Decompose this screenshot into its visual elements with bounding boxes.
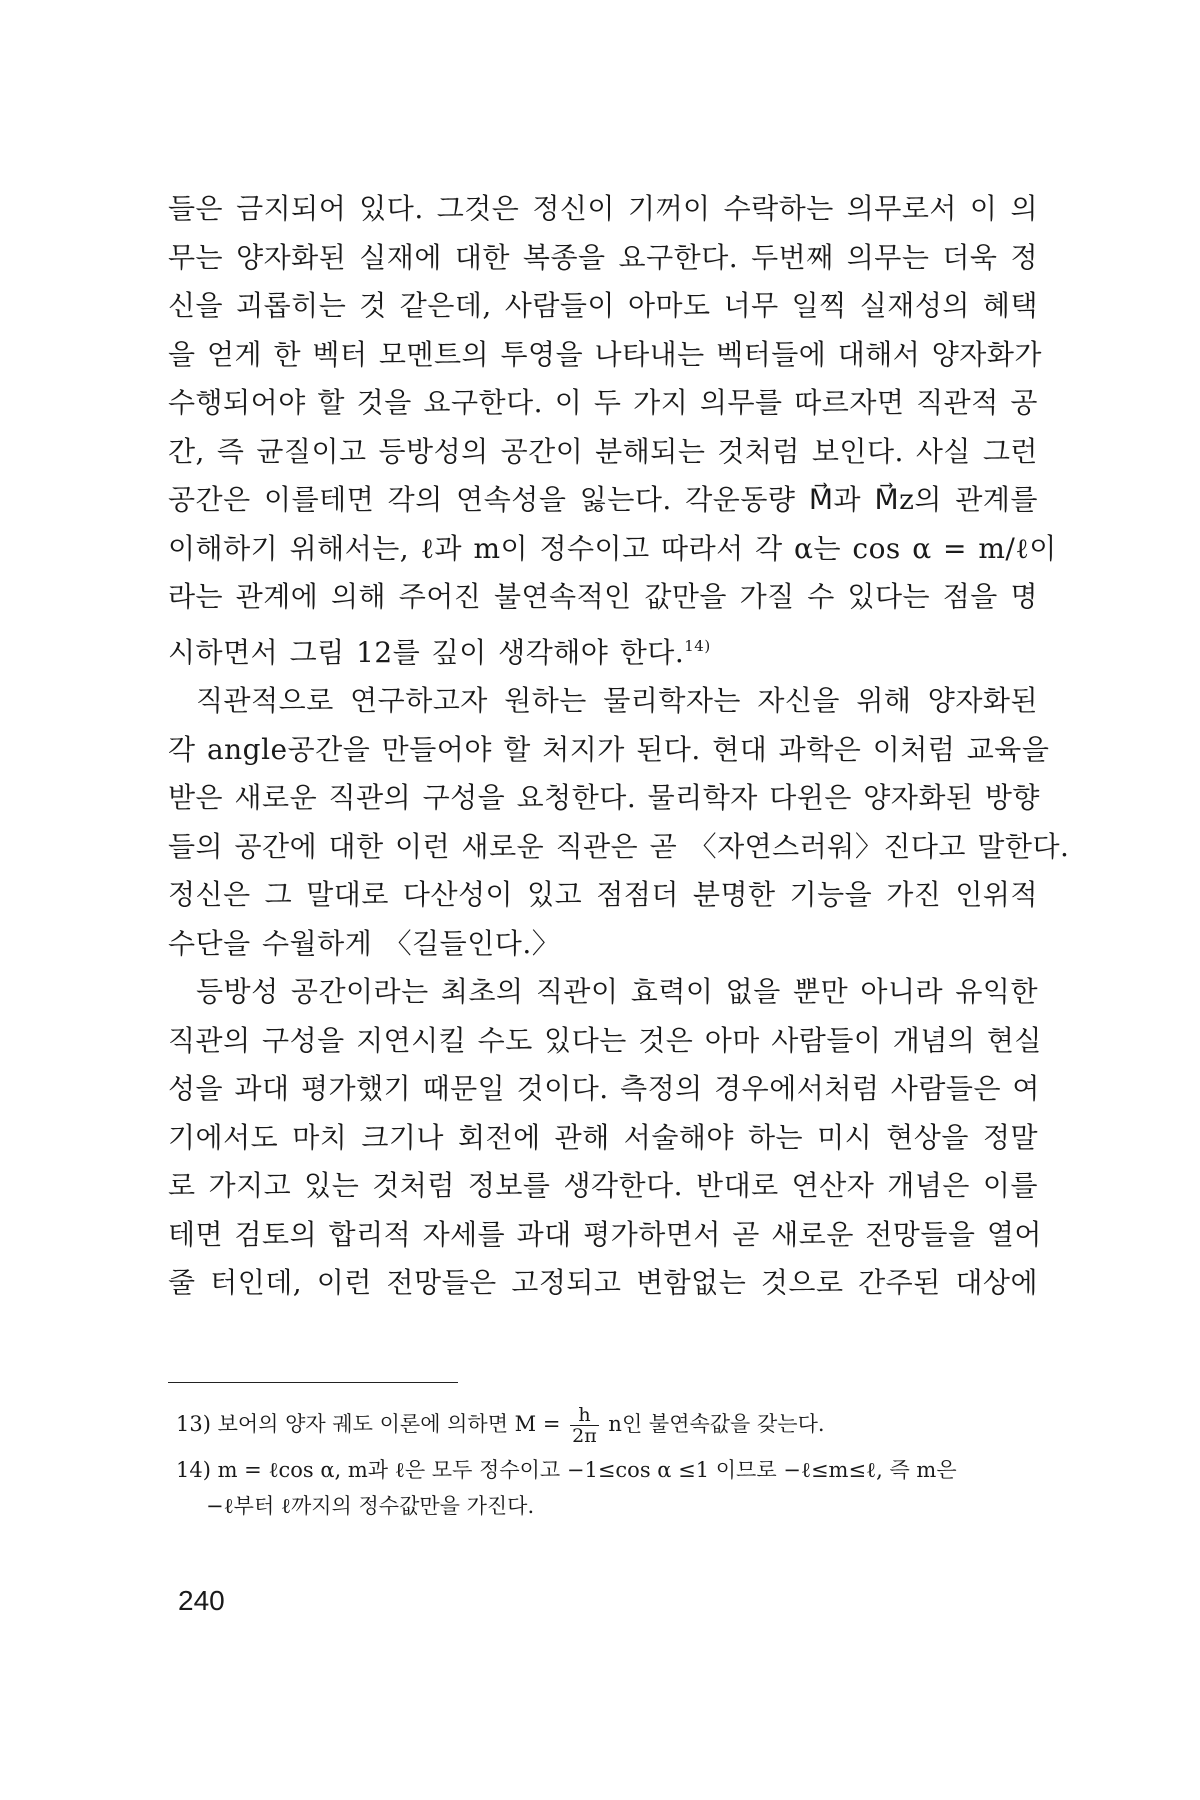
text-line: 로 가지고 있는 것처럼 정보를 생각한다. 반대로 연산자 개념은 이를 bbox=[168, 1169, 1038, 1202]
text-line: 공간은 이를테면 각의 연속성을 잃는다. 각운동량 M⃗과 M⃗z의 관계를 bbox=[168, 483, 1038, 516]
text-line: 등방성 공간이라는 최초의 직관이 효력이 없을 뿐만 아니라 유익한 bbox=[196, 975, 1038, 1008]
body-text bbox=[168, 185, 1070, 1308]
text-line: 직관의 구성을 지연시킬 수도 있다는 것은 아마 사람들이 개념의 현실 bbox=[168, 1023, 1042, 1057]
text-line: 수행되어야 할 것을 요구한다. 이 두 가지 의무를 따르자면 직관적 공 bbox=[168, 386, 1038, 419]
text-line-last bbox=[168, 622, 1038, 678]
text-line: 정신은 그 말대로 다산성이 있고 점점더 분명한 기능을 가진 인위적 bbox=[168, 878, 1038, 911]
text-line: 직관적으로 연구하고자 원하는 물리학자는 자신을 위해 양자화된 bbox=[196, 684, 1038, 717]
text-line: 각 angle공간을 만들어야 할 처지가 된다. 현대 과학은 이처럼 교육을 bbox=[168, 732, 1050, 766]
text-line: 기에서도 마치 크기나 회전에 관해 서술해야 하는 미시 현상을 정말 bbox=[168, 1120, 1038, 1154]
footnote-ref-14[interactable]: 14) bbox=[684, 636, 711, 655]
fraction-denominator: 2π bbox=[572, 1425, 597, 1447]
text-line: 줄 터인데, 이런 전망들은 고정되고 변함없는 것으로 간주된 대상에 bbox=[168, 1266, 1038, 1299]
fraction-numerator: h bbox=[570, 1405, 599, 1426]
text-line: 테면 검토의 합리적 자세를 과대 평가하면서 곧 새로운 전망들을 열어 bbox=[168, 1217, 1042, 1251]
text-line: 라는 관계에 의해 주어진 불연속적인 값만을 가질 수 있다는 점을 명 bbox=[168, 580, 1038, 613]
text-line: 이해하기 위해서는, ℓ과 m이 정수이고 따라서 각 α는 cos α = m/ℓ이 bbox=[168, 531, 1057, 565]
text-line: 받은 새로운 직관의 구성을 요청한다. 물리학자 다윈은 양자화된 방향 bbox=[168, 781, 1040, 814]
text-line: 들의 공간에 대한 이런 새로운 직관은 곧 〈자연스러워〉진다고 말한다. bbox=[168, 829, 1070, 863]
footnote-13-text-before: 13) 보어의 양자 궤도 이론에 의하면 M = bbox=[176, 1412, 561, 1436]
text-line: 간, 즉 균질이고 등방성의 공간이 분해되는 것처럼 보인다. 사실 그런 bbox=[168, 434, 1038, 468]
paragraph-1 bbox=[168, 185, 1057, 677]
footnote-14-line-1: 14) m = ℓcos α, m과 ℓ은 모두 정수이고 −1≤cos α ≤1 이므로 −ℓ≤m≤ℓ, 즉 m은 bbox=[176, 1458, 957, 1482]
text-line: 수단을 수월하게 〈길들인다.〉 bbox=[168, 926, 561, 960]
footnote-14-line-2: −ℓ부터 ℓ까지의 정수값만을 가진다. bbox=[206, 1494, 535, 1518]
text-line-content: 시하면서 그림 12를 깊이 생각해야 한다. bbox=[168, 635, 685, 669]
page-number: 240 bbox=[178, 1585, 225, 1616]
paragraph-2 bbox=[168, 677, 1070, 968]
paragraph-3 bbox=[168, 968, 1042, 1308]
text-line: 을 얻게 한 벡터 모멘트의 투영을 나타내는 벡터들에 대해서 양자화가 bbox=[168, 337, 1042, 371]
footnotes bbox=[176, 1405, 1036, 1530]
footnote-13 bbox=[176, 1405, 1036, 1446]
text-line: 무는 양자화된 실재에 대한 복종을 요구한다. 두번째 의무는 더욱 정 bbox=[168, 240, 1038, 274]
footnote-13-text-after: n인 불연속값을 갖는다. bbox=[608, 1412, 825, 1436]
text-line: 성을 과대 평가했기 때문일 것이다. 측정의 경우에서처럼 사람들은 여 bbox=[168, 1072, 1040, 1105]
footnote-14 bbox=[176, 1452, 1036, 1524]
text-line: 신을 괴롭히는 것 같은데, 사람들이 아마도 너무 일찍 실재성의 혜택 bbox=[168, 289, 1038, 322]
fraction-h-over-2pi bbox=[570, 1405, 599, 1446]
text-line: 들은 금지되어 있다. 그것은 정신이 기꺼이 수락하는 의무로서 이 의 bbox=[168, 192, 1038, 225]
footnote-divider bbox=[168, 1382, 458, 1383]
